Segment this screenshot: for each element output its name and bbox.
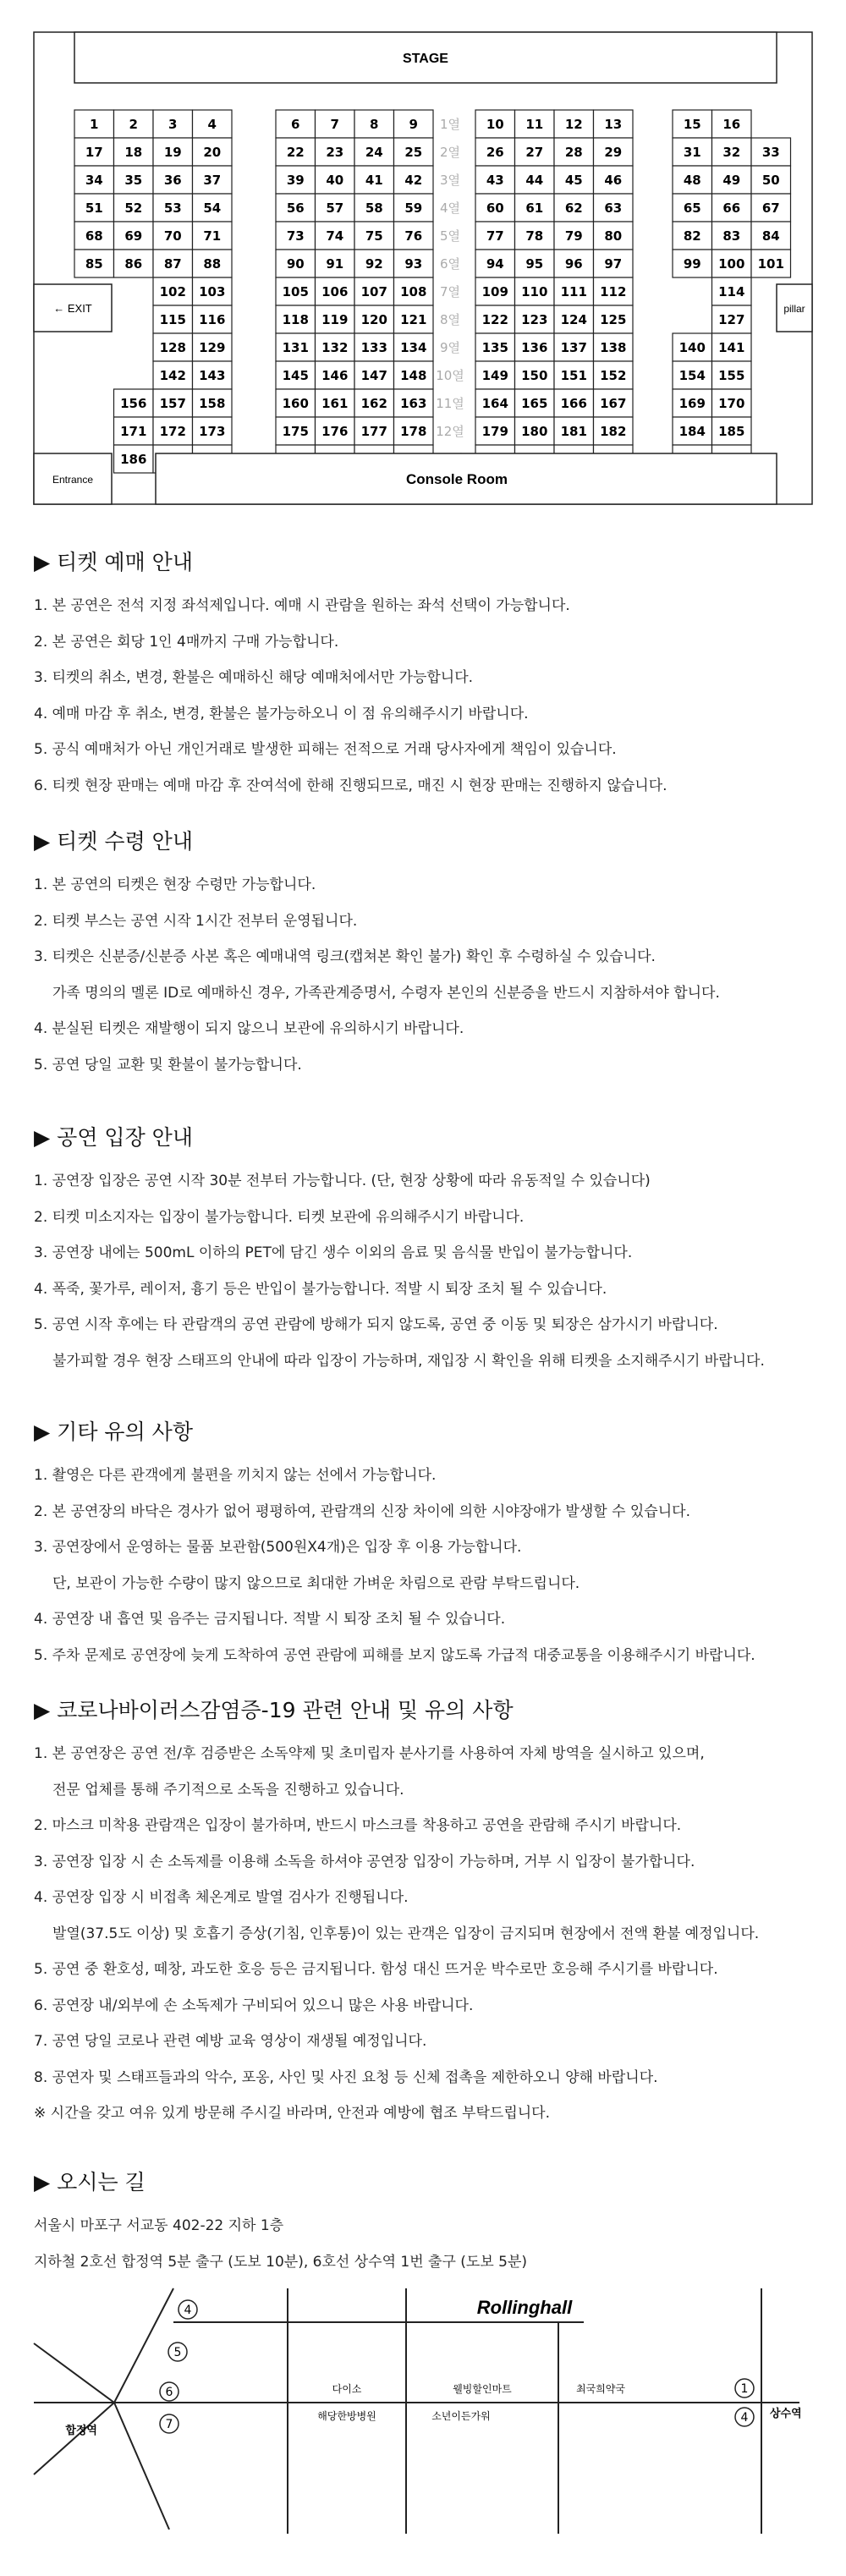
seat-number: 84 — [761, 228, 780, 244]
seat-number: 51 — [85, 200, 103, 216]
seat-number: 83 — [722, 228, 741, 244]
entrance-label: Entrance — [52, 474, 94, 486]
row-label: 3열 — [439, 173, 461, 188]
seat-number: 132 — [321, 340, 349, 355]
seat-number: 7 — [330, 117, 339, 132]
seat-number: 15 — [683, 117, 701, 132]
seat-number: 25 — [404, 145, 423, 160]
seat-number: 95 — [525, 256, 544, 272]
seat-number: 114 — [718, 284, 745, 299]
seat-number: 49 — [722, 173, 741, 188]
seat-number: 41 — [365, 173, 383, 188]
row-label: 10열 — [436, 368, 464, 383]
seat-number: 138 — [600, 340, 627, 355]
seat-number: 110 — [521, 284, 548, 299]
seat-number: 103 — [199, 284, 226, 299]
pillar-label: pillar — [783, 303, 805, 315]
section-line: 3. 공연장 입장 시 손 소독제를 이용해 소독을 하셔야 공연장 입장이 가능하며, 거부 시 입장이 불가합니다. — [34, 1853, 695, 1870]
seat-number: 43 — [486, 173, 504, 188]
section-line: 서울시 마포구 서교동 402-22 지하 1층 — [34, 2217, 284, 2234]
seat-number: 156 — [120, 396, 147, 411]
section-line: 3. 공연장에서 운영하는 물품 보관함(500원X4개)은 입장 후 이용 가능합니다. — [34, 1539, 522, 1556]
seat-number: 85 — [85, 256, 103, 272]
seat-number: 88 — [203, 256, 222, 272]
seat-number: 142 — [159, 368, 186, 383]
seat-number: 36 — [163, 173, 182, 188]
seat-number: 125 — [600, 312, 627, 327]
seat-number: 93 — [404, 256, 423, 272]
seat-number: 52 — [124, 200, 143, 216]
seat-number: 53 — [163, 200, 182, 216]
seat-number: 54 — [203, 200, 222, 216]
seat-number: 78 — [525, 228, 544, 244]
seat-number: 166 — [560, 396, 587, 411]
section-line: 발열(37.5도 이상) 및 호흡기 증상(기침, 인후통)이 있는 관객은 입장이 금지되며 현장에서 전액 환불 예정입니다. — [52, 1925, 760, 1942]
section-line: 5. 주차 문제로 공연장에 늦게 도착하여 공연 관람에 피해를 보지 않도록 가급적 대중교통을 이용해주시기 바랍니다. — [34, 1646, 755, 1664]
section-title: ▶ 공연 입장 안내 — [34, 1125, 193, 1150]
seat-number: 35 — [124, 173, 143, 188]
section-title: ▶ 티켓 수령 안내 — [34, 829, 193, 854]
seat-number: 82 — [683, 228, 701, 244]
section-title: ▶ 코로나바이러스감염증-19 관련 안내 및 유의 사항 — [34, 1698, 514, 1722]
seat-number: 173 — [199, 424, 226, 439]
seat-number: 182 — [600, 424, 627, 439]
road-hapjeong-lower-left — [34, 2403, 114, 2474]
seat-number: 160 — [282, 396, 309, 411]
seat-number: 179 — [481, 424, 508, 439]
exit-6-label: 6 — [165, 2386, 173, 2399]
seat-number: 121 — [400, 312, 427, 327]
seat-number: 97 — [604, 256, 623, 272]
section-title: ▶ 오시는 길 — [34, 2170, 146, 2194]
seat-number: 20 — [203, 145, 222, 160]
seat-number: 165 — [521, 396, 548, 411]
section-line: 1. 본 공연의 티켓은 현장 수령만 가능합니다. — [34, 876, 316, 893]
seat-number: 16 — [722, 117, 741, 132]
section-line: ※ 시간을 갖고 여유 있게 방문해 주시길 바라며, 안전과 예방에 협조 부탁드립니다. — [34, 2105, 550, 2122]
seat-number: 122 — [481, 312, 508, 327]
seat-number: 45 — [564, 173, 583, 188]
seat-number: 13 — [604, 117, 623, 132]
seat-number: 31 — [683, 145, 701, 160]
road-hapjeong-left — [34, 2343, 114, 2403]
exit-label: ← EXIT — [53, 302, 92, 315]
section-line: 4. 공연장 입장 시 비접촉 체온계로 발열 검사가 진행됩니다. — [34, 1889, 409, 1906]
seat-number: 170 — [718, 396, 745, 411]
seat-number: 127 — [718, 312, 745, 327]
section-ticket-pickup — [34, 825, 829, 1083]
seat-number: 129 — [199, 340, 226, 355]
section-line: 2. 본 공연은 회당 1인 4매까지 구매 가능합니다. — [34, 633, 339, 651]
exit-7-label: 7 — [165, 2418, 173, 2431]
seat-number: 149 — [481, 368, 508, 383]
section-line: 전문 업체를 통해 주기적으로 소독을 진행하고 있습니다. — [52, 1781, 404, 1799]
seat-number: 27 — [525, 145, 544, 160]
row-label: 5열 — [439, 228, 461, 244]
seat-number: 73 — [286, 228, 305, 244]
seat-number: 135 — [481, 340, 508, 355]
section-line: 1. 공연장 입장은 공연 시작 30분 전부터 가능합니다. (단, 현장 상황에 따라 유동적일 수 있습니다) — [34, 1173, 651, 1189]
seat-number: 62 — [564, 200, 583, 216]
section-covid — [34, 1694, 829, 2132]
seat-number: 145 — [282, 368, 309, 383]
seat-number: 101 — [757, 256, 784, 272]
seat-number: 37 — [203, 173, 222, 188]
seat-number: 17 — [85, 145, 103, 160]
seat-number: 115 — [159, 312, 186, 327]
seat-number: 11 — [525, 117, 544, 132]
console-room-label: Console Room — [406, 471, 508, 487]
section-line: 가족 명의의 멜론 ID로 예매하신 경우, 가족관계증명서, 수령자 본인의 신분증을 반드시 지참하셔야 합니다. — [52, 984, 720, 1002]
section-line: 4. 폭죽, 꽃가루, 레이저, 흉기 등은 반입이 불가능합니다. 적발 시 퇴장 조치 될 수 있습니다. — [34, 1280, 607, 1298]
row-label: 6열 — [439, 256, 461, 272]
row-label: 8열 — [439, 312, 461, 327]
seat-number: 131 — [282, 340, 309, 355]
seat-number: 106 — [321, 284, 349, 299]
seat-number: 60 — [486, 200, 504, 216]
seat-number: 154 — [678, 368, 706, 383]
seat-number: 96 — [564, 256, 583, 272]
seat-number: 136 — [521, 340, 548, 355]
venue-label: Rollinghall — [476, 2297, 573, 2318]
seat-number: 90 — [286, 256, 305, 272]
seat-number: 40 — [326, 173, 344, 188]
section-line: 8. 공연자 및 스태프들과의 악수, 포옹, 사인 및 사진 요청 등 신체 접촉을 제한하오니 양해 바랍니다. — [34, 2068, 658, 2086]
section-entry — [34, 1121, 829, 1379]
section-title: ▶ 티켓 예매 안내 — [34, 550, 193, 574]
seat-number: 151 — [560, 368, 587, 383]
section-line: 4. 분실된 티켓은 재발행이 되지 않으니 보관에 유의하시기 바랍니다. — [34, 1020, 464, 1037]
seat-number: 19 — [163, 145, 182, 160]
section-line: 2. 본 공연장의 바닥은 경사가 없어 평평하여, 관람객의 신장 차이에 의한 시야장애가 발생할 수 있습니다. — [34, 1502, 690, 1520]
seat-number: 50 — [761, 173, 780, 188]
seat-number: 69 — [124, 228, 143, 244]
seat-number: 124 — [560, 312, 587, 327]
section-line: 1. 본 공연장은 공연 전/후 검증받은 소독약제 및 초미립자 분사기를 사용하여 자체 방역을 실시하고 있으며, — [34, 1745, 705, 1762]
seat-number: 176 — [321, 424, 349, 439]
row-labels — [436, 117, 464, 467]
section-line: 2. 티켓 미소지자는 입장이 불가능합니다. 티켓 보관에 유의해주시기 바랍니다. — [34, 1208, 525, 1226]
station-sangsu: 상수역 — [770, 2408, 802, 2420]
seat-number: 161 — [321, 396, 349, 411]
seat-number: 128 — [159, 340, 186, 355]
seat-number: 99 — [683, 256, 701, 272]
seat-number: 123 — [521, 312, 548, 327]
exit-5-label: 5 — [173, 2346, 182, 2359]
seat-number: 80 — [604, 228, 623, 244]
seat-number: 59 — [404, 200, 423, 216]
seat-number: 148 — [400, 368, 427, 383]
seat-number: 184 — [678, 424, 706, 439]
seat-number: 4 — [207, 117, 217, 132]
seat-number: 24 — [365, 145, 383, 160]
section-line: 2. 티켓 부스는 공연 시작 1시간 전부터 운영됩니다. — [34, 912, 358, 930]
section-line: 6. 공연장 내/외부에 손 소독제가 구비되어 있으니 많은 사용 바랍니다. — [34, 1997, 474, 2014]
seat-number: 163 — [400, 396, 427, 411]
sangsu-exit-1-label: 1 — [740, 2382, 749, 2396]
seat-number: 186 — [120, 452, 147, 467]
seat-number: 70 — [163, 228, 182, 244]
seat-number: 79 — [564, 228, 583, 244]
seat-number: 155 — [718, 368, 745, 383]
section-line: 7. 공연 당일 코로나 관련 예방 교육 영상이 재생될 예정입니다. — [34, 2033, 427, 2050]
seat-number: 46 — [604, 173, 623, 188]
landmark-welbing: 웰빙할인마트 — [453, 2383, 512, 2395]
seat-number: 91 — [326, 256, 344, 272]
seat-number: 77 — [486, 228, 504, 244]
seat-number: 10 — [486, 117, 504, 132]
row-label: 1열 — [439, 117, 461, 132]
seat-number: 111 — [560, 284, 587, 299]
section-line: 3. 티켓의 취소, 변경, 환불은 예매하신 해당 예매처에서만 가능합니다. — [34, 669, 474, 686]
seat-number: 157 — [159, 396, 186, 411]
seat-number: 105 — [282, 284, 309, 299]
seat-number: 94 — [486, 256, 504, 272]
seat-number: 180 — [521, 424, 548, 439]
seat-number: 3 — [168, 117, 178, 132]
directions-map — [0, 2280, 846, 2559]
landmark-daiso: 다이소 — [332, 2383, 362, 2395]
seat-number: 76 — [404, 228, 423, 244]
seat-number: 9 — [409, 117, 418, 132]
seat-number: 102 — [159, 284, 186, 299]
row-label: 11열 — [436, 396, 464, 411]
seat-number: 65 — [683, 200, 701, 216]
seat-number: 134 — [400, 340, 427, 355]
section-line: 6. 티켓 현장 판매는 예매 마감 후 잔여석에 한해 진행되므로, 매진 시 현장 판매는 진행하지 않습니다. — [34, 777, 667, 794]
section-directions — [34, 2166, 829, 2280]
seat-number: 109 — [481, 284, 508, 299]
seat-number: 34 — [85, 173, 103, 188]
seat-number: 87 — [163, 256, 182, 272]
exit-4-label: 4 — [184, 2304, 192, 2317]
seat-number: 63 — [604, 200, 623, 216]
section-line: 단, 보관이 가능한 수량이 많지 않으므로 최대한 가벼운 차림으로 관람 부탁드립니다. — [52, 1574, 580, 1592]
seat-number: 133 — [360, 340, 387, 355]
section-line: 4. 공연장 내 흡연 및 음주는 금지됩니다. 적발 시 퇴장 조치 될 수 있습니다. — [34, 1611, 506, 1628]
seat-number: 116 — [199, 312, 226, 327]
station-hapjeong: 합정역 — [65, 2425, 97, 2437]
seat-number: 86 — [124, 256, 143, 272]
seat-number: 175 — [282, 424, 309, 439]
seat-grid — [74, 110, 791, 473]
seat-number: 23 — [326, 145, 344, 160]
landmark-haedang: 해당한방병원 — [317, 2410, 376, 2422]
seat-number: 92 — [365, 256, 383, 272]
section-line: 3. 공연장 내에는 500mL 이하의 PET에 담긴 생수 이외의 음료 및 음식물 반입이 불가능합니다. — [34, 1244, 633, 1261]
seat-number: 107 — [360, 284, 387, 299]
seat-number: 140 — [678, 340, 706, 355]
seat-number: 8 — [370, 117, 379, 132]
seat-number: 61 — [525, 200, 544, 216]
seat-number: 158 — [199, 396, 226, 411]
seat-number: 164 — [481, 396, 508, 411]
section-line: 5. 공연 당일 교환 및 환불이 불가능합니다. — [34, 1056, 302, 1074]
seat-number: 67 — [761, 200, 780, 216]
seat-number: 75 — [365, 228, 383, 244]
seat-number: 68 — [85, 228, 103, 244]
stage-label: STAGE — [403, 52, 448, 66]
seat-number: 57 — [326, 200, 344, 216]
seat-number: 1 — [90, 117, 99, 132]
seat-number: 6 — [291, 117, 300, 132]
seat-number: 162 — [360, 396, 387, 411]
seat-number: 44 — [525, 173, 544, 188]
seat-number: 118 — [282, 312, 309, 327]
section-line: 2. 마스크 미착용 관람객은 입장이 불가하며, 반드시 마스크를 착용하고 공연을 관람해 주시기 바랍니다. — [34, 1817, 682, 1834]
seat-number: 171 — [120, 424, 147, 439]
seat-number: 39 — [286, 173, 305, 188]
seat-number: 33 — [761, 145, 780, 160]
section-line: 1. 촬영은 다른 관객에게 불편을 끼치지 않는 선에서 가능합니다. — [34, 1467, 437, 1484]
seat-number: 167 — [600, 396, 627, 411]
seat-number: 137 — [560, 340, 587, 355]
seat-number: 74 — [326, 228, 344, 244]
row-label: 4열 — [439, 200, 461, 216]
seat-number: 172 — [159, 424, 186, 439]
seat-number: 58 — [365, 200, 383, 216]
section-line: 4. 예매 마감 후 취소, 변경, 환불은 불가능하오니 이 점 유의해주시기 바랍니다. — [34, 705, 529, 722]
section-line: 1. 본 공연은 전석 지정 좌석제입니다. 예매 시 관람을 원하는 좌석 선택이 가능합니다. — [34, 597, 570, 614]
seat-number: 100 — [718, 256, 745, 272]
row-label: 7열 — [439, 284, 461, 299]
seat-number: 56 — [286, 200, 305, 216]
seat-number: 32 — [722, 145, 741, 160]
sangsu-exit-4-label: 4 — [740, 2411, 749, 2425]
seat-number: 143 — [199, 368, 226, 383]
seat-number: 120 — [360, 312, 387, 327]
section-ticket-booking — [34, 546, 829, 804]
seat-number: 26 — [486, 145, 504, 160]
seat-number: 108 — [400, 284, 427, 299]
seat-number: 66 — [722, 200, 741, 216]
seat-number: 42 — [404, 173, 423, 188]
section-line: 불가피할 경우 현장 스태프의 안내에 따라 입장이 가능하며, 재입장 시 확인을 위해 티켓을 소지해주시기 바랍니다. — [52, 1352, 765, 1370]
section-line: 5. 공식 예매처가 아닌 개인거래로 발생한 피해는 전적으로 거래 당사자에게 책임이 있습니다. — [34, 741, 617, 758]
seat-number: 181 — [560, 424, 587, 439]
seat-number: 18 — [124, 145, 143, 160]
row-label: 2열 — [439, 145, 461, 160]
seat-number: 147 — [360, 368, 387, 383]
seat-number: 169 — [678, 396, 706, 411]
seat-number: 12 — [564, 117, 583, 132]
seat-number: 28 — [564, 145, 583, 160]
section-title: ▶ 기타 유의 사항 — [34, 1420, 193, 1444]
seat-number: 150 — [521, 368, 548, 383]
seat-number: 71 — [203, 228, 222, 244]
seat-number: 146 — [321, 368, 349, 383]
landmark-sonyeon: 소년이든가워 — [431, 2410, 491, 2422]
seat-number: 178 — [400, 424, 427, 439]
seat-number: 119 — [321, 312, 349, 327]
row-label: 12열 — [436, 424, 464, 439]
section-line: 5. 공연 시작 후에는 타 관람객의 공연 관람에 방해가 되지 않도록, 공연 중 이동 및 퇴장은 삼가시기 바랍니다. — [34, 1316, 718, 1333]
seat-number: 112 — [600, 284, 627, 299]
section-line: 지하철 2호선 합정역 5분 출구 (도보 10분), 6호선 상수역 1번 출구 (도보 5분) — [34, 2253, 528, 2271]
seat-number: 177 — [360, 424, 387, 439]
seat-number: 22 — [286, 145, 305, 160]
seat-map — [0, 0, 846, 516]
seat-number: 29 — [604, 145, 623, 160]
section-line: 5. 공연 중 환호성, 떼창, 과도한 호응 등은 금지됩니다. 함성 대신 뜨거운 박수로만 호응해 주시기를 바랍니다. — [34, 1961, 718, 1978]
landmark-choigang: 최국희약국 — [576, 2383, 625, 2395]
section-other-notes — [34, 1415, 829, 1673]
seat-number: 185 — [718, 424, 745, 439]
row-label: 9열 — [439, 340, 461, 355]
seat-number: 2 — [129, 117, 138, 132]
seat-number: 48 — [683, 173, 701, 188]
seat-number: 141 — [718, 340, 745, 355]
section-line: 3. 티켓은 신분증/신분증 사본 혹은 예매내역 링크(캡쳐본 확인 불가) 확인 후 수령하실 수 있습니다. — [34, 948, 656, 965]
seat-number: 152 — [600, 368, 627, 383]
